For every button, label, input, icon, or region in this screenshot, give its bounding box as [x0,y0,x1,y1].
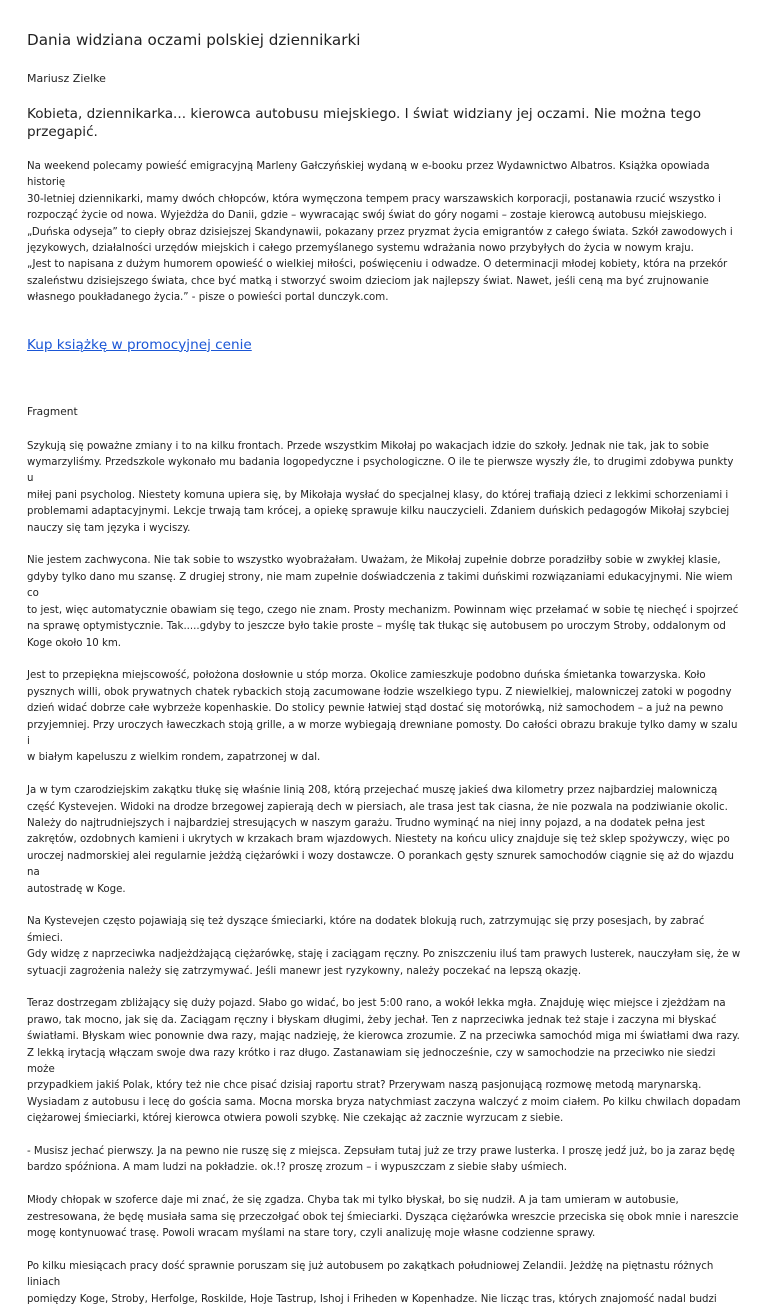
paragraph-line: autostradę w Koge. [27,883,126,895]
paragraph-line: wymarzyliśmy. Przedszkole wykonało mu badania logopedyczne i psychologiczne. O ile te pierwsze wyszły źle, to drugimi zdobywa punkty u [27,457,734,485]
paragraph-line: Młody chłopak w szoferce daje mi znać, że się zgadza. Chyba tak mi tylko błyskał, bo się nudził. A ja tam umieram w autobusie, [27,1195,679,1207]
paragraph-line: Należy do najtrudniejszych i najbardziej stresujących w naszym garażu. Trudno wyminąć na niej inny pojazd, a na dodatek pełna jest [27,817,705,829]
article-title: Dania widziana oczami polskiej dziennikarki [27,31,361,49]
paragraph-line: przypadkiem jakiś Polak, który też nie chce pisać dzisiaj raportu strat? Przerywam naszą pasjonującą rozmowę metodą marynarską. [27,1080,702,1092]
paragraph-line: to jest, więc automatycznie obawiam się tego, czego nie znam. Prosty mechanizm. Powinnam więc przełamać w sobie tę niechęć i spojrzeć [27,604,739,616]
paragraph-line: Gdy widzę z naprzeciwka nadjeżdżającą ciężarówkę, staję i zaciągam ręczny. Po zniszczeniu iluś tam prawych lusterek, nauczyłam się, że w [27,949,741,961]
fragment-paragraph [27,783,741,898]
paragraph-line: dzień widać dobrze całe wybrzeże kopenhaskie. Do stolicy pewnie łatwiej stąd dostać się motorówką, niż samochodem – a już na pewno [27,703,724,715]
fragment-paragraph [27,553,741,651]
paragraph-line: przyjemniej. Przy uroczych ławeczkach stoją grille, a w morze wybiegają drewniane pomosty. Do całości obrazu brakuje tylko damy w szalu i [27,719,738,747]
paragraph-line: problemami adaptacyjnymi. Lekcje trwają tam krócej, a opiekę sprawuje kilku nauczycieli. Zdaniem duńskich pedagogów Mikołaj szybciej [27,506,730,518]
paragraph-line: Jest to przepiękna miejscowość, położona dosłownie u stóp morza. Okolice zamieszkuje podobno duńska śmietanka towarzyska. Koło [27,670,706,682]
paragraph-line: w białym kapeluszu z wielkim rondem, zapatrzonej w dal. [27,752,321,764]
fragment-paragraph [27,1259,741,1308]
intro-line: Na weekend polecamy powieść emigracyjną Marleny Gałczyńskiej wydaną w e-booku przez Wydawnictwo Albatros. Książka opowiada historię [27,161,710,189]
paragraph-line: Teraz dostrzegam zbliżający się duży pojazd. Słabo go widać, bo jest 5:00 rano, a wokół lekka mgła. Znajduję więc miejsce i zjeżdżam na [27,998,726,1010]
fragment-paragraph [27,1144,741,1177]
article-author: Mariusz Zielke [27,72,106,85]
paragraph-line: pomiędzy Koge, Stroby, Herfolge, Roskilde, Hoje Tastrup, Ishoj i Friheden w Kopenhadze. Nie licząc tras, których znajomość nadal budzi [27,1293,717,1305]
paragraph-line: na sprawę optymistycznie. Tak.....gdyby to jeszcze było takie proste – myślę tak tłukąc się autobusem po uroczym Stroby, oddalonym od [27,621,726,633]
paragraph-line: nauczy się tam języka i wyciszy. [27,522,191,534]
intro-line: własnego poukładanego życia.” - pisze o powieści portal dunczyk.com. [27,292,389,304]
fragment-label: Fragment [27,405,78,418]
paragraph-line: Nie jestem zachwycona. Nie tak sobie to wszystko wyobrażałam. Uważam, że Mikołaj zupełnie dobrze poradziłby sobie w zwykłej klasie, [27,555,721,567]
intro-line: „Jest to napisana z dużym humorem opowieść o wielkiej miłości, poświęceniu i odwadze. O determinacji młodej kobiety, która na przekór [27,259,728,271]
paragraph-line: zakrętów, ozdobnych kamieni i ukrytych w krzakach bram wjazdowych. Niestety na końcu ulicy znajduje się też sklep spożywczy, więc po [27,834,730,846]
paragraph-line: Po kilku miesiącach pracy dość sprawnie poruszam się już autobusem po zakątkach południowej Zelandii. Jeżdżę na piętnastu różnych liniach [27,1260,714,1289]
intro-line: 30-letniej dziennikarki, mamy dwóch chłopców, która wymęczona tempem pracy warszawskich korporacji, postanawia rzucić wszystko i [27,193,721,205]
paragraph-line: Z lekką irytacją włączam swoje dwa razy krótko i raz długo. Zastanawiam się jednocześnie, czy w samochodzie na przeciwko nie siedzi może [27,1047,716,1076]
fragment-paragraph [27,914,741,980]
paragraph-line: mogę kontynuować trasę. Powoli wracam myślami na stare tory, czyli analizuję moje własne codzienne sprawy. [27,1228,596,1240]
paragraph-line: miłej pani psycholog. Niestety komuna upiera się, by Mikołaja wysłać do specjalnej klasy, do której trafiają dzieci z lekkimi schorzeniami i [27,489,729,501]
fragment-paragraph [27,996,741,1127]
fragment-paragraph [27,1193,741,1242]
fragment-paragraph [27,439,741,537]
paragraph-line: Ja w tym czarodziejskim zakątku tłukę się właśnie linią 208, którą przejechać muszę jakieś dwa kilometry przez najbardziej malowniczą [27,785,718,797]
paragraph-line: uroczej nadmorskiej alei regularnie jeżdżą ciężarówki i wozy dostawcze. O porankach gęsty sznurek samochodów ciągnie się aż do wjazdu na [27,850,734,879]
buy-book-link[interactable]: Kup książkę w promocyjnej cenie [27,336,252,353]
paragraph-line: Na Kystevejen często pojawiają się też dyszące śmieciarki, które na dodatek blokują ruch, zatrzymując się przy posesjach, by zabrać śmieci. [27,916,705,944]
paragraph-line: Wysiadam z autobusu i lecę do gościa sama. Mocna morska bryza natychmiast zaczyna walczyć z moim ciałem. Po kilku chwilach dopadam [27,1096,741,1108]
paragraph-line: - Musisz jechać pierwszy. Ja na pewno nie ruszę się z miejsca. Zepsułam tutaj już ze trzy prawe lusterka. I proszę jedź już, bo ja zaraz będę [27,1146,735,1158]
intro-line: szaleństwu dzisiejszego świata, chce być matką i stworzyć swoim dzieciom jak najlepszy świat. Nawet, jeśli ceną ma być zrujnowanie [27,275,709,287]
intro-line: językowych, działalności urzędów miejskich i całego przemyślanego systemu wdrażania nowo przybyłych do życia w nowym kraju. [27,243,694,255]
paragraph-line: prawo, tak mocno, jak się da. Zaciągam ręczny i błyskam długimi, żeby jechał. Ten z naprzeciwka jednak też staje i zaczyna mi błyskać [27,1014,717,1026]
paragraph-line: pysznych willi, obok prywatnych chatek rybackich stoją zacumowane łodzie wszelkiego typu. Z niewielkiej, malowniczej zatoki w pogodny [27,686,732,698]
intro-line: rozpocząć życie od nowa. Wyjeżdża do Danii, gdzie – wywracając swój świat do góry nogami – zostaje kierowcą autobusu miejskiego. [27,210,707,222]
paragraph-line: ciężarowej śmieciarki, której kierowca otwiera powoli szybkę. Nie czekając aż zacznie wyrzucam z siebie. [27,1113,564,1125]
paragraph-line: bardzo spóźniona. A mam ludzi na pokładzie. ok.!? proszę zrozum – i wypuszczam z siebie słaby uśmiech. [27,1162,568,1174]
paragraph-line: Koge około 10 km. [27,637,122,649]
paragraph-line: sytuacji zagrożenia należy się zatrzymywać. Jeśli manewr jest ryzykowny, należy poczekać na lepszą okazję. [27,965,582,977]
article-intro [27,159,741,307]
paragraph-line: światłami. Błyskam wiec ponownie dwa razy, mając nadzieję, że kierowca zrozumie. Z na przeciwka samochód miga mi światłami dwa razy. [27,1031,740,1043]
paragraph-line: zestresowana, że będę musiała sama się przeczołgać obok tej śmieciarki. Dysząca ciężarówka wreszcie przeciska się obok mnie i nareszcie [27,1211,739,1223]
paragraph-line: część Kystevejen. Widoki na drodze brzegowej zapierają dech w piersiach, ale trasa jest tak ciasna, że nie pozwala na podziwianie okolic. [27,801,728,813]
fragment-body [27,439,741,1308]
intro-line: „Duńska odyseja” to ciepły obraz dzisiejszej Skandynawii, pokazany przez pryzmat życia emigrantów z całego świata. Szkół zawodowych i [27,226,733,238]
article-lead: Kobieta, dziennikarka... kierowca autobusu miejskiego. I świat widziany jej oczami. Nie można tego przegapić. [27,106,702,140]
paragraph-line: gdyby tylko dano mu szansę. Z drugiej strony, nie mam zupełnie doświadczenia z takimi duńskimi rozwiązaniami edukacyjnymi. Nie wiem co [27,571,733,600]
paragraph-line: Szykują się poważne zmiany i to na kilku frontach. Przede wszystkim Mikołaj po wakacjach idzie do szkoły. Jednak nie tak, jak to sobie [27,440,709,452]
fragment-paragraph [27,668,741,766]
